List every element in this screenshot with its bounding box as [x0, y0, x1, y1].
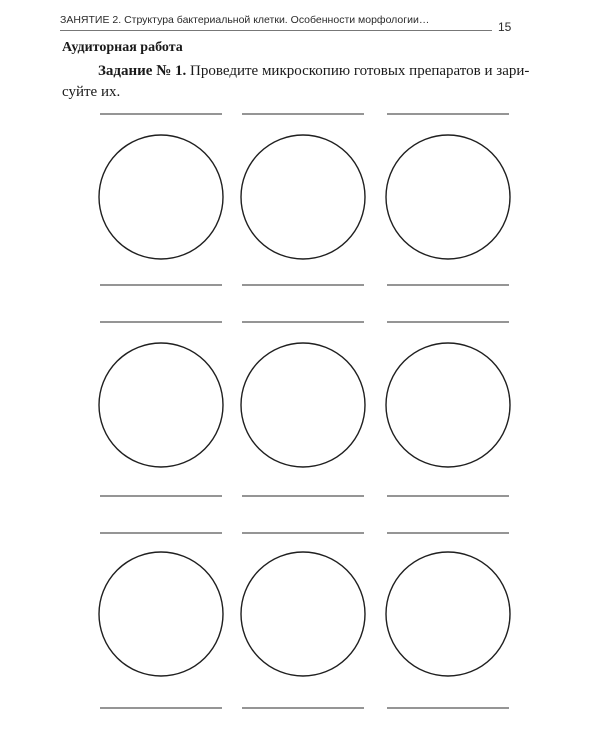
microscope-field-circle [386, 343, 510, 467]
microscope-field-circle [241, 552, 365, 676]
microscope-field-circle [386, 552, 510, 676]
microscope-field-circle [99, 135, 223, 259]
task-label: Задание № 1. [98, 63, 187, 79]
task-text-line2: суйте их. [62, 84, 121, 100]
microscope-field-circle [386, 135, 510, 259]
microscope-field-circle [99, 552, 223, 676]
microscope-field-circle [99, 343, 223, 467]
page-number: 15 [498, 20, 512, 34]
section-heading: Аудиторная работа [62, 40, 183, 55]
task-text-line1: Проведите микроскопию готовых препаратов и зари- [190, 63, 530, 79]
microscope-field-circle [241, 135, 365, 259]
microscope-field-circle [241, 343, 365, 467]
running-header-title: ЗАНЯТИЕ 2. Структура бактериальной клетки. Особенности морфологии… [60, 14, 430, 26]
